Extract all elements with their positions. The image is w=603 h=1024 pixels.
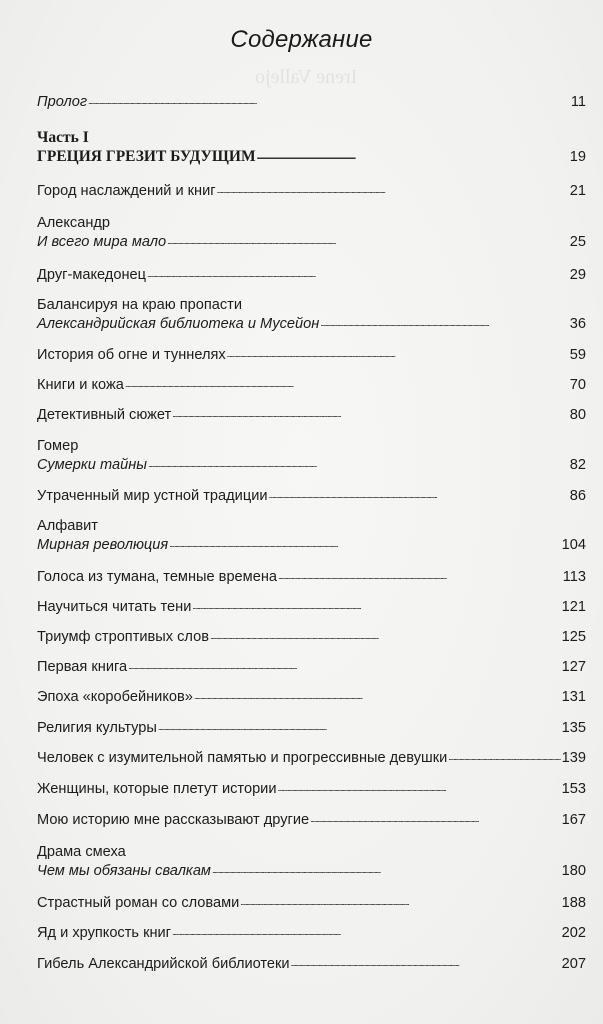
toc-page-number: 80: [569, 407, 586, 423]
part-title: ГРЕЦИЯ ГРЕЗИТ БУДУЩИМ: [37, 148, 256, 165]
toc-page-number: 127: [561, 659, 586, 675]
toc-part-entry[interactable]: [37, 129, 586, 166]
dot-leader: [212, 861, 561, 875]
dot-leader: [172, 405, 569, 419]
toc-entry[interactable]: [37, 181, 586, 200]
toc-entry-title: Голоса из тумана, темные времена: [37, 569, 277, 585]
toc-entry-title: Человек с изумительной памятью и прогрессивные девушки: [37, 750, 448, 766]
dot-leader: [448, 748, 560, 762]
dot-leader: [257, 147, 569, 161]
chapter-heading: Драма смеха: [37, 844, 126, 860]
toc-entry[interactable]: [37, 405, 586, 424]
toc-page-number: 25: [569, 234, 586, 250]
toc-entry-title: Научиться читать тени: [37, 599, 192, 615]
toc-page-number: 125: [561, 629, 586, 645]
dot-leader: [291, 954, 561, 968]
toc-page-number: 36: [569, 316, 586, 332]
toc-entry[interactable]: [37, 923, 586, 942]
toc-page-number: 139: [561, 750, 586, 766]
toc-entry[interactable]: [37, 597, 586, 616]
dot-leader: [167, 232, 569, 246]
toc-entry-title: И всего мира мало: [37, 234, 167, 250]
toc-entry-title: Мирная революция: [37, 537, 169, 553]
toc-entry[interactable]: [37, 657, 586, 676]
toc-entry[interactable]: [37, 375, 586, 394]
toc-page-number: 153: [561, 781, 586, 797]
dot-leader: [169, 535, 560, 549]
toc-page-number: 104: [561, 537, 586, 553]
chapter-heading: Александр: [37, 215, 111, 231]
toc-page-number: 70: [569, 377, 586, 393]
toc-entry-title: Триумф строптивых слов: [37, 629, 209, 645]
toc-entry-title: Эпоха «коробейников»: [37, 689, 193, 705]
toc-page-number: 19: [569, 149, 586, 165]
toc-entry-title: Религия культуры: [37, 720, 157, 736]
dot-leader: [278, 567, 562, 581]
dot-leader: [269, 486, 569, 500]
toc-entry-title: Яд и хрупкость книг: [37, 925, 171, 941]
toc-entry[interactable]: [37, 486, 586, 505]
toc-page-number: 180: [561, 863, 586, 879]
toc-page-number: 11: [570, 94, 586, 110]
toc-page-number: 29: [569, 267, 586, 283]
toc-entry[interactable]: [37, 92, 586, 111]
toc-entry[interactable]: [37, 718, 586, 737]
chapter-heading: Гомер: [37, 438, 79, 454]
toc-entry[interactable]: [37, 437, 586, 474]
dot-leader: [278, 779, 561, 793]
dot-leader: [240, 893, 560, 907]
toc-entry[interactable]: [37, 843, 586, 880]
toc-entry-title: Друг-македонец: [37, 267, 146, 283]
toc-entry-title: Утраченный мир устной традиции: [37, 488, 268, 504]
toc-entry[interactable]: [37, 748, 586, 767]
dot-leader: [227, 345, 569, 359]
toc-entry-title: Женщины, которые плетут истории: [37, 781, 277, 797]
toc-entry[interactable]: [37, 627, 586, 646]
toc-entry-title: Страстный роман со словами: [37, 895, 240, 911]
toc-page-number: 82: [569, 457, 586, 473]
toc-entry[interactable]: [37, 687, 586, 706]
toc-entry-title: Мою историю мне рассказывают другие: [37, 812, 310, 828]
chapter-heading: Балансируя на краю пропасти: [37, 297, 243, 313]
part-label: Часть I: [37, 129, 89, 146]
toc-page-number: 121: [561, 599, 586, 615]
toc-page-number: 21: [569, 183, 586, 199]
toc-page-number: 207: [561, 956, 586, 972]
toc-entry[interactable]: [37, 810, 586, 829]
toc-page-number: 202: [561, 925, 586, 941]
dot-leader: [172, 923, 561, 937]
toc-page-number: 167: [561, 812, 586, 828]
dot-leader: [158, 718, 561, 732]
page-title: Содержание: [230, 26, 373, 53]
toc-entry-title: История об огне и туннелях: [37, 347, 226, 363]
dot-leader: [125, 375, 569, 389]
chapter-heading: Алфавит: [37, 518, 98, 534]
toc-page-number: 131: [561, 689, 586, 705]
toc-entry[interactable]: [37, 779, 586, 798]
dot-leader: [147, 265, 569, 279]
dot-leader: [192, 597, 560, 611]
toc-entry-title: Пролог: [37, 94, 88, 110]
toc-page-number: 86: [569, 488, 586, 504]
dot-leader: [148, 455, 569, 469]
toc-entry[interactable]: [37, 214, 586, 251]
toc-entry-title: Город наслаждений и книг: [37, 183, 216, 199]
toc-entry[interactable]: [37, 954, 586, 973]
toc-entry[interactable]: [37, 517, 586, 554]
dot-leader: [194, 687, 561, 701]
toc-entry[interactable]: [37, 893, 586, 912]
toc-entry-title: Александрийская библиотека и Мусейон: [37, 316, 320, 332]
toc-page-number: 59: [569, 347, 586, 363]
toc-entry-title: Книги и кожа: [37, 377, 124, 393]
dot-leader: [210, 627, 561, 641]
toc-entry-title: Гибель Александрийской библиотеки: [37, 956, 290, 972]
toc-entry-title: Первая книга: [37, 659, 128, 675]
toc-page-number: 113: [562, 569, 586, 585]
dot-leader: [310, 810, 560, 824]
toc-entry[interactable]: [37, 345, 586, 364]
toc-entry[interactable]: [37, 567, 586, 586]
toc-entry[interactable]: [37, 296, 586, 333]
toc-entry-title: Чем мы обязаны свалкам: [37, 863, 211, 879]
dot-leader: [128, 657, 561, 671]
toc-entry[interactable]: [37, 265, 586, 284]
bleed-through-text: Irene Vallejo: [255, 66, 358, 88]
toc-entry-title: Сумерки тайны: [37, 457, 147, 473]
dot-leader: [320, 314, 568, 328]
dot-leader: [217, 181, 569, 195]
toc-entry-title: Детективный сюжет: [37, 407, 172, 423]
dot-leader: [88, 92, 570, 106]
toc-page-number: 135: [561, 720, 586, 736]
toc-page-number: 188: [561, 895, 586, 911]
